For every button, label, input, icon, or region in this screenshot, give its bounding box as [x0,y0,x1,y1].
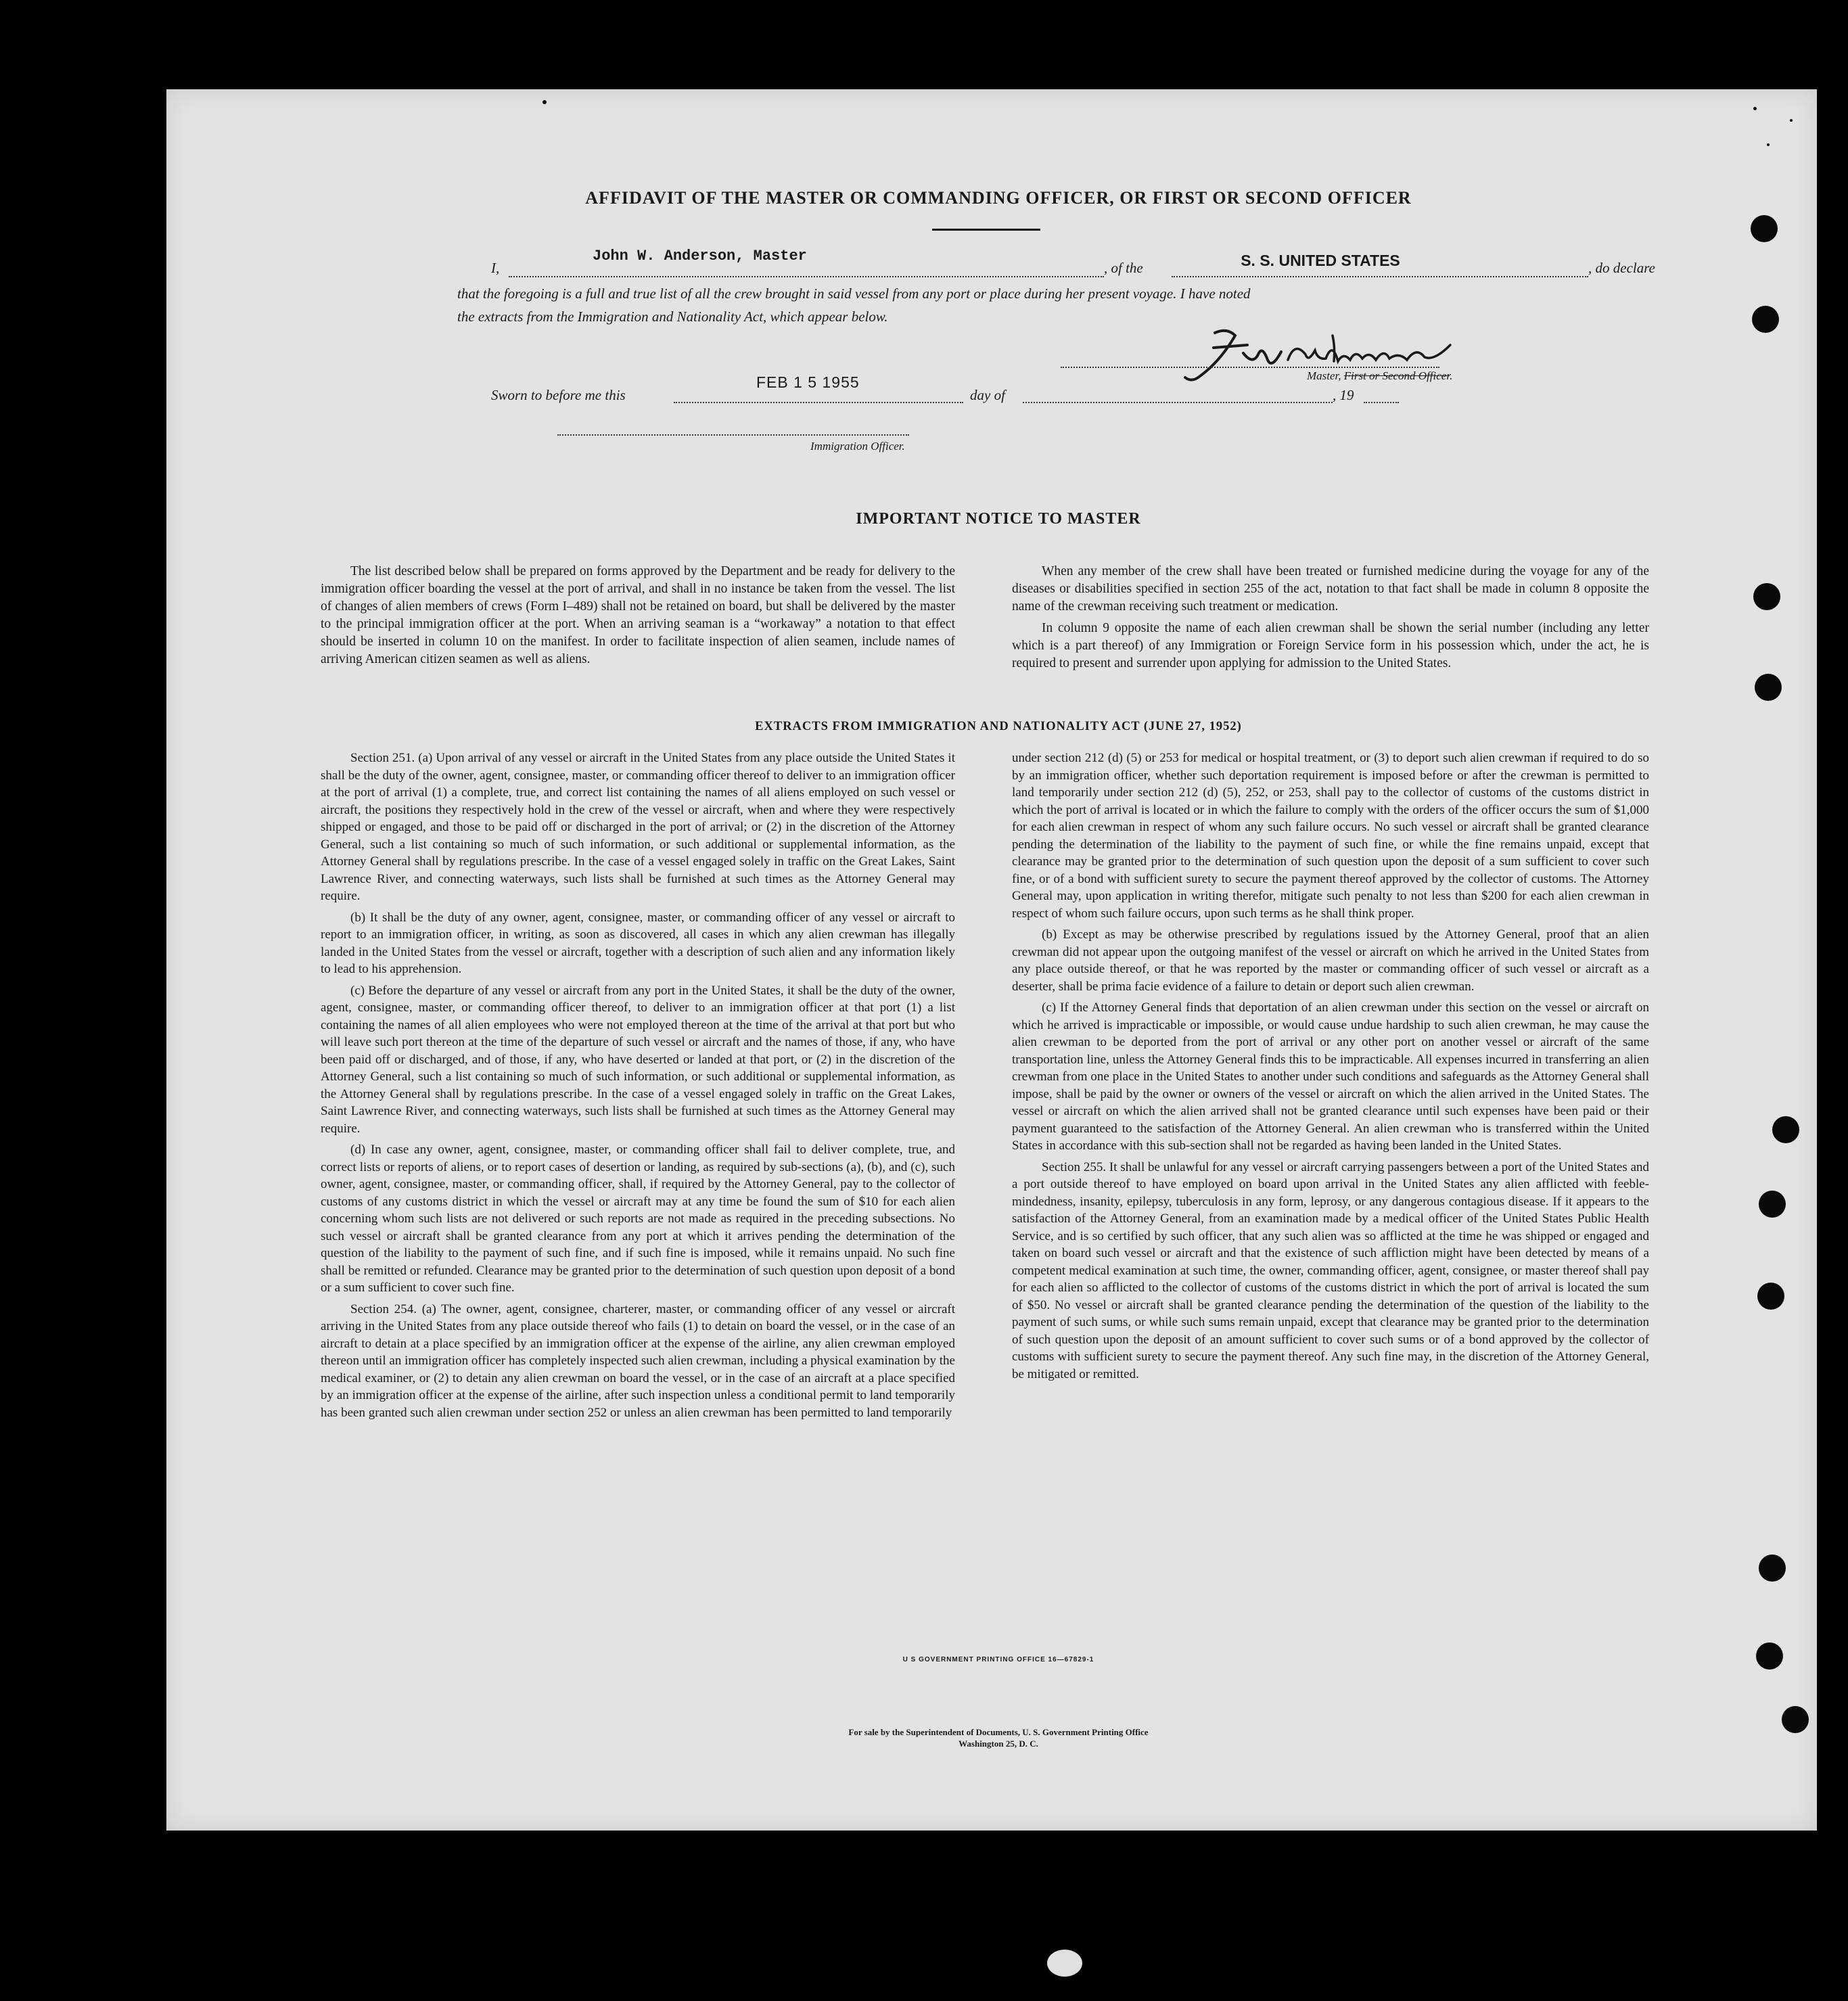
extracts-title: EXTRACTS FROM IMMIGRATION AND NATIONALITY ACT (JUNE 27, 1952) [755,720,1242,733]
scan-speck [1790,119,1793,122]
section-251a: Section 251. (a) Upon arrival of any vessel or aircraft in the United States from any place outside the United States it shall be the duty of the owner, agent, consignee, master, or commanding officer thereof to deliver to an immigration officer at the port of arrival (1) a complete, true, and correct list containing the names of all aliens employed on such vessel or aircraft, the positions they respectively hold in the crew of the vessel or aircraft, when and where they were respectively shipped or engaged, and those to be paid off or discharged in the port of arrival; or (2) in the discretion of the Attorney General, such a list containing so much of such information, or such additional or supplemental information, as the Attorney General shall by regulations prescribe. In the case of a vessel engaged solely in traffic on the Great Lakes, Saint Lawrence River, and connecting waterways, such lists shall be furnished at such times as the Attorney General may require. [321,751,955,903]
sale-footer-line-2: Washington 25, D. C. [958,1739,1038,1749]
binder-hole [1751,215,1778,242]
binder-hole [1772,1116,1799,1143]
binder-hole [1752,306,1779,333]
signer-caption [1307,369,1452,383]
signer-caption-prefix: Master, [1307,369,1341,382]
notice-paragraph: When any member of the crew shall have been treated or furnished medicine during the voyage for any of the diseases or disabilities specified in section 255 of the act, notation to that fact shall be made in column 8 opposite the name of the crewman receiving such treatment or medication. [1012,564,1649,614]
year-field [1364,402,1399,403]
day-of-label: day of [970,387,1005,403]
year-prefix: , 19 [1333,387,1354,403]
section-251c: (c) Before the departure of any vessel or aircraft from any port in the United States, it shall be the duty of the owner, agent, consignee, master, or commanding officer thereof, to deliver to an immigration officer at that port (1) a list containing the names of all alien employees who were not employed thereon at the time of the arrival at that port but who will leave such port thereon at the time of the departure of such vessel or aircraft and the names of those, if any, who have been paid off or discharged, and of those, if any, who have deserted or landed at that port, or (2) in the discretion of the Attorney General, such a list containing so much of such information, or such additional or supplemental information, as the Attorney General shall by regulations prescribe. In the case of a vessel engaged solely in traffic on the Great Lakes, Saint Lawrence River, and connecting waterways, such lists shall be furnished at such times as the Attorney General may require. [321,983,955,1136]
section-251d: (d) In case any owner, agent, consignee, master, or commanding officer shall fail to deliver complete, true, and correct lists or reports of aliens, or to report cases of desertion or landing, as required by sub-sections (a), (b), and (c), such owner, agent, consignee, master, or commanding officer, shall, if required by the Attorney General, pay to the collector of customs of any customs district in which the vessel or aircraft may at any time be found the sum of $10 for each alien concerning whom such lists are not delivered or such reports are not made as required in the preceding subsections. No such vessel or aircraft shall be granted clearance from any port at which it arrives pending the determination of the question of the liability to the payment of such fine, and if such fine is imposed, while it remains unpaid. No such fine shall be remitted or refunded. Clearance may be granted prior to the determination of such question upon deposit of a bond or a sum sufficient to cover such fine. [321,1143,955,1295]
binder-hole [1759,1191,1786,1218]
notice-paragraph: In column 9 opposite the name of each alien crewman shall be shown the serial number (including any letter which is a part thereof) of any Immigration or Foreign Service form in his possession which, under the act, he is required to present and surrender upon applying for admission to the United States. [1012,621,1649,670]
sale-footer-line-1: For sale by the Superintendent of Documents, U. S. Government Printing Office [848,1727,1149,1737]
document-page [166,89,1817,1831]
binder-hole [1757,1283,1784,1310]
declaration-line-1: that the foregoing is a full and true list of all the crew brought in said vessel from any port or place during her present voyage. I have noted [457,285,1251,302]
declare-label: , do declare [1588,260,1655,276]
immigration-officer-line [557,434,909,436]
sale-footer [599,1726,1397,1749]
vessel-field [1172,276,1588,277]
section-255: Section 255. It shall be unlawful for any vessel or aircraft carrying passengers between a port of the United States and a port outside thereof to have employed on board upon arrival in the United States any alien afflicted with feeble-mindedness, insanity, epilepsy, tuberculosis in any form, leprosy, or any dangerous contagious disease. If it appears to the satisfaction of the Attorney General, from an examination made by a medical officer of the United States Public Health Service, and is so certified by such officer, that any such alien was so afflicted at the time he was shipped or engaged and taken on board such vessel or aircraft and that the existence of such affliction might have been detected by means of a competent medical examination at such time, the owner, commanding officer, agent, consignee, or master thereof shall pay for each alien so afflicted to the collector of customs of the customs district in which the port of arrival is located the sum of $50. No vessel or aircraft shall be granted clearance pending the determination of the question of the liability to the payment of such sums, or while such sums remain unpaid, except that clearance may be granted prior to the determination of such question upon the deposit of an amount sufficient to cover such sums or of a bond approved by the collector of customs with sufficient surety to secure the payment thereof. Any such fine may, in the discretion of the Attorney General, be mitigated or remitted. [1012,1159,1649,1381]
binder-hole [1755,674,1782,701]
section-254b: (b) Except as may be otherwise prescribed by regulations issued by the Attorney General, proof that an alien crewman did not appear upon the outgoing manifest of the vessel or aircraft on which he arrived in the United States from any place outside thereof, or that he was reported by the master or commanding officer of such vessel or aircraft as a deserter, shall be prima facie evidence of a failure to detain or deport such alien crewman. [1012,927,1649,994]
notice-left-column [321,563,955,672]
sworn-label: Sworn to before me this [491,387,626,403]
signature-line [1061,367,1439,368]
signer-caption-suffix: . [1450,369,1453,382]
binder-hole [1759,1555,1786,1582]
month-field [1023,402,1333,403]
affidavit-title: AFFIDAVIT OF THE MASTER OR COMMANDING OFFICER, OR FIRST OR SECOND OFFICER [585,188,1412,208]
master-name-field [509,276,1104,277]
scan-speck [542,100,547,104]
binder-hole [1782,1706,1809,1733]
master-name-value: John W. Anderson, Master [593,248,807,264]
scan-speck [1767,143,1770,146]
binder-hole [1756,1642,1783,1670]
extracts-left-column [321,750,955,1425]
section-251b: (b) It shall be the duty of any owner, agent, consignee, master, or commanding officer of any vessel or aircraft to report to an immigration officer, in writing, as soon as discovered, all cases in which any alien crewman has illegally landed in the United States from the vessel or aircraft, together with a description of such alien and any information likely to lead to his apprehension. [321,910,955,976]
section-254a: Section 254. (a) The owner, agent, consignee, charterer, master, or commanding officer of any vessel or aircraft arriving in the United States from any place outside thereof who fails (1) to detain on board the vessel, or in the case of an aircraft to detain at a place specified by an immigration officer at the expense of the airline, any alien crewman employed thereon until an immigration officer has completely inspected such alien crewman, including a physical examination by the medical examiner, or (2) to detain any alien crewman on board the vessel, or in the case of an aircraft at a place specified by an immigration officer at the expense of the airline, after such inspection unless a conditional permit to land temporarily has been granted such alien crewman under section 252 or unless an alien crewman has been permitted to land temporarily [321,1302,955,1420]
immigration-officer-caption: Immigration Officer. [810,440,905,453]
notice-title: IMPORTANT NOTICE TO MASTER [856,510,1141,528]
of-the-label: , of the [1104,260,1143,276]
sworn-date-stamp: FEB 1 5 1955 [756,373,860,391]
vessel-value: S. S. UNITED STATES [1241,252,1400,269]
signer-caption-struck: First or Second Officer [1343,369,1450,382]
scan-speck [1753,107,1757,110]
section-254a-continued: under section 212 (d) (5) or 253 for medical or hospital treatment, or (3) to deport such alien crewman if required to do so by an immigration officer, whether such deportation requirement is imposed before or after the crewman is permitted to land temporarily under section 212 (d) (5), 252, or 253, shall pay to the collector of customs of the customs district in which the port of arrival is located or in which the failure to comply with the orders of the officer occurs the sum of $1,000 for each alien crewman in respect of whom any such failure occurs. No such vessel or aircraft shall be granted clearance pending the determination of the liability to the payment of such fine, or while the fine remains unpaid, except that clearance may be granted prior to the determination of such question upon the deposit of a sum sufficient to cover such fine, or of a bond with sufficient surety to secure the payment thereof approved by the collector of customs. The Attorney General may, upon application in writing therefor, mitigate such penalty to not less than $200 for each alien crewman in respect of whom such failure occurs, upon such terms as he shall think proper. [1012,751,1649,921]
extracts-right-column [1012,750,1649,1387]
notice-right-column [1012,563,1649,676]
binder-hole [1753,583,1780,610]
scan-artifact [1047,1950,1082,1977]
printing-office-code: U S GOVERNMENT PRINTING OFFICE 16—67829-1 [902,1656,1094,1663]
title-rule [932,229,1040,231]
section-254c: (c) If the Attorney General finds that deportation of an alien crewman under this section on the vessel or aircraft on which he arrived is impracticable or impossible, or would cause undue hardship to such alien crewman, he may cause the alien crewman to be deported from the port of arrival or any other port on another vessel or aircraft of the same transportation line, unless the Attorney General finds this to be impracticable. All expenses incurred in transferring an alien crewman from one place in the United States to another under such conditions and safeguards as the Attorney General shall impose, shall be paid by the owner or owners of the vessel or aircraft on which the alien arrived in the United States. The vessel or aircraft on which the alien arrived shall not be granted clearance until such expenses have been paid or their payment guaranteed to the satisfaction of the Attorney General. An alien crewman who is transferred within the United States in accordance with this sub-section shall not be regarded as having been landed in the United States. [1012,1001,1649,1153]
declaration-line-2: the extracts from the Immigration and Nationality Act, which appear below. [457,308,888,325]
master-signature [1173,321,1464,395]
notice-paragraph: The list described below shall be prepared on forms approved by the Department and be ready for delivery to the immigration officer boarding the vessel at the port of arrival, and shall in no instance be taken from the vessel. The list of changes of alien members of crews (Form I–489) shall not be retained on board, but shall be delivered by the master to the principal immigration officer at the port. When an arriving seaman is a “workaway” a notation to that effect should be inserted in column 10 on the manifest. In order to facilitate inspection of alien seamen, include names of arriving American citizen seamen as well as aliens. [321,564,955,666]
sworn-date-field [674,402,963,403]
i-label: I, [491,260,500,276]
